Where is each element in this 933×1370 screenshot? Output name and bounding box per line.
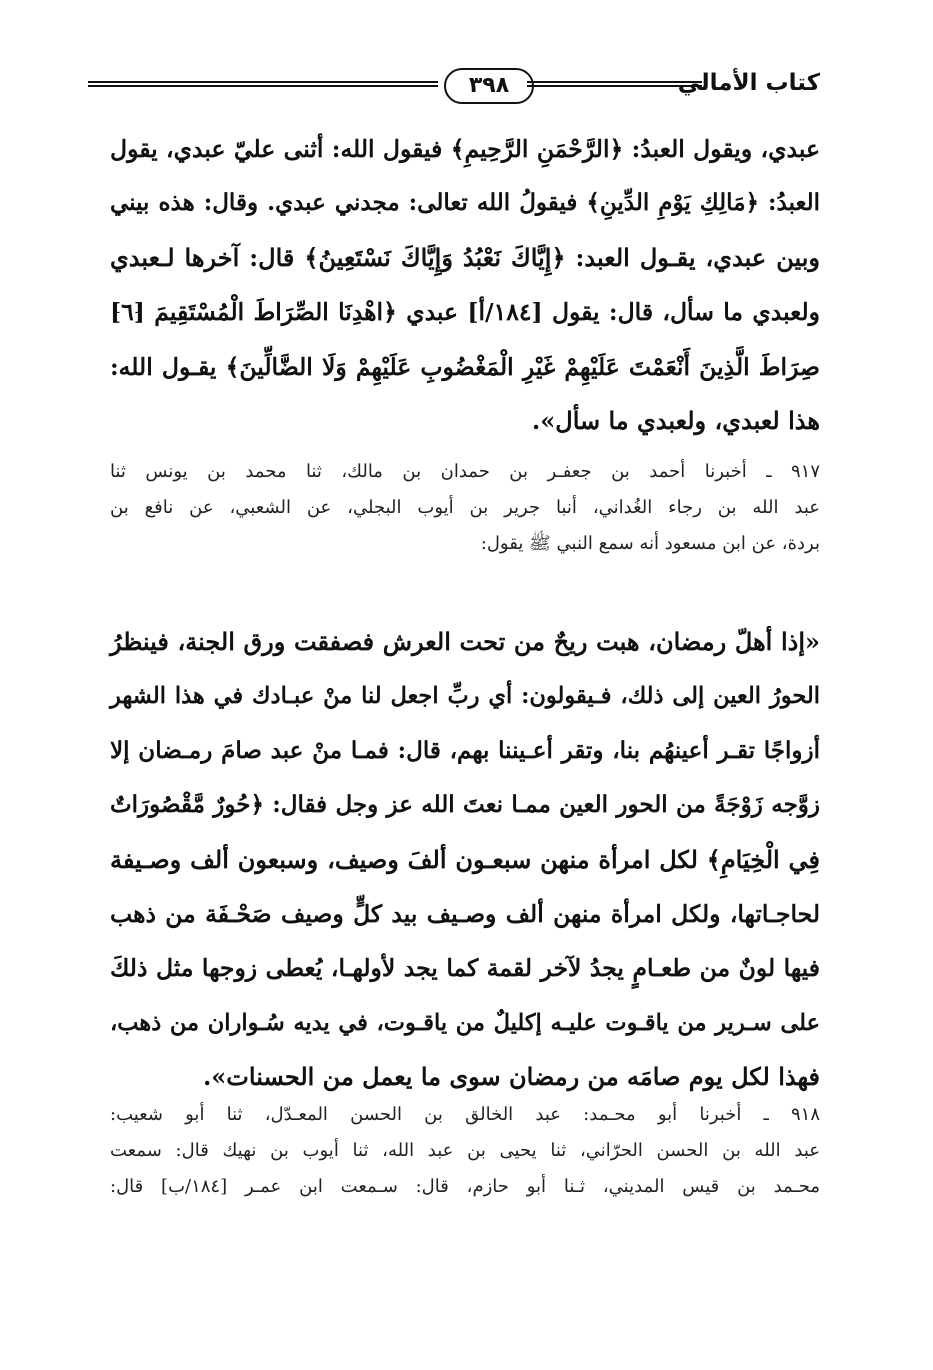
text-line: ٩١٧ ـ أخبرنا أحمد بن جعفـر بن حمدان بن مالك، ثنا محمد بن يونس ثنا	[110, 461, 820, 482]
text-line: ولعبدي ما سأل، قال: يقول [١٨٤/أ] عبدي ﴿اهْدِنَا الصِّرَاطَ الْمُسْتَقِيمَ ⁅٦⁆	[110, 298, 820, 327]
text-line: زوَّجه زَوْجَةً من الحور العين ممـا نعتَ الله عز وجل فقال: ﴿حُورٌ مَّقْصُورَاتٌ	[110, 791, 820, 819]
isnad-917	[110, 454, 820, 562]
text-line: عبد الله بن الحسن الحرّاني، ثنا يحيى بن عبد الله، ثنا أيوب بن نهيك قال: سمعت	[110, 1140, 820, 1161]
text-line: العبدُ: ﴿مَالِكِ يَوْمِ الدِّينِ﴾ فيقولُ الله تعالى: مجدني عبدي. وقال: هذه بيني	[110, 189, 820, 217]
text-line: محـمد بن قيس المديني، ثـنا أبو حازم، قال: سـمعت ابن عمـر [١٨٤/ب] قال:	[110, 1176, 820, 1197]
text-line: لحاجـاتها، ولكل امرأة منهن ألف وصـيف بيد كلٍّ وصيف صَحْـفَة من ذهب	[110, 899, 820, 928]
hadith-text-continued	[110, 122, 820, 448]
text-line: ٩١٨ ـ أخبرنا أبو محـمد: عبد الخالق بن الحسن المعـدّل، ثنا أبو شعيب:	[110, 1104, 820, 1125]
text-line: فهذا لكل يوم صامَه من رمضان سوى ما يعمل من الحسنات».	[202, 1062, 820, 1092]
page-number: ٣٩٨	[444, 68, 534, 104]
header-rule-left	[88, 81, 438, 87]
text-line: عبدي، ويقول العبدُ: ﴿الرَّحْمَنِ الرَّحِيمِ﴾ فيقول الله: أثنى عليّ عبدي، يقول	[110, 135, 820, 163]
text-line: على سـرير من ياقـوت عليـه إكليلٌ من ياقـوت، في يديه سُـواران من ذهب،	[110, 1009, 820, 1036]
text-line: فِي الْخِيَامِ﴾ لكل امرأة منهن سبعـون ألفَ وصيف، وسبعون ألف وصـيفة	[110, 844, 820, 874]
text-line: وبين عبدي، يقـول العبد: ﴿إِيَّاكَ نَعْبُدُ وَإِيَّاكَ نَسْتَعِينُ﴾ قال: آخرها لـعبدي	[110, 242, 820, 272]
header-rule-right	[527, 81, 702, 87]
isnad-918	[110, 1097, 820, 1205]
running-head-title: كتاب الأمالي	[677, 70, 820, 96]
hadith-text-917	[110, 615, 820, 1105]
text-line: عبد الله بن رجاء الغُداني، أنبا جرير بن أيوب البجلي، عن الشعبي، عن نافع بن	[110, 497, 820, 518]
text-line: هذا لعبدي، ولعبدي ما سأل».	[531, 405, 820, 435]
text-line: أزواجًا تقـر أعينهُم بنا، وتقر أعـيننا بهم، قال: فمـا منْ عبد صامَ رمـضان إلا	[110, 736, 820, 764]
text-line: «إذا أهلّ رمضان، هبت ريحٌ من تحت العرش فصفقت ورق الجنة، فينظرُ	[110, 627, 820, 656]
text-line: صِرَاطَ الَّذِينَ أَنْعَمْتَ عَلَيْهِمْ غَيْرِ الْمَغْضُوبِ عَلَيْهِمْ وَلَا الضَّالِّينَ﴾ يقـول الله:	[110, 352, 820, 381]
text-line: فيها لونٌ من طعـامٍ يجدُ لآخر لقمة كما يجد لأولهـا، يُعطى زوجها مثل ذلكَ	[110, 954, 820, 983]
page-header	[88, 66, 820, 110]
text-line: الحورُ العين إلى ذلك، فـيقولون: أي ربِّ اجعل لنا منْ عبـادك في هذا الشهر	[110, 683, 820, 710]
text-line: بردة، عن ابن مسعود أنه سمع النبي ﷺ يقول:	[480, 533, 820, 554]
